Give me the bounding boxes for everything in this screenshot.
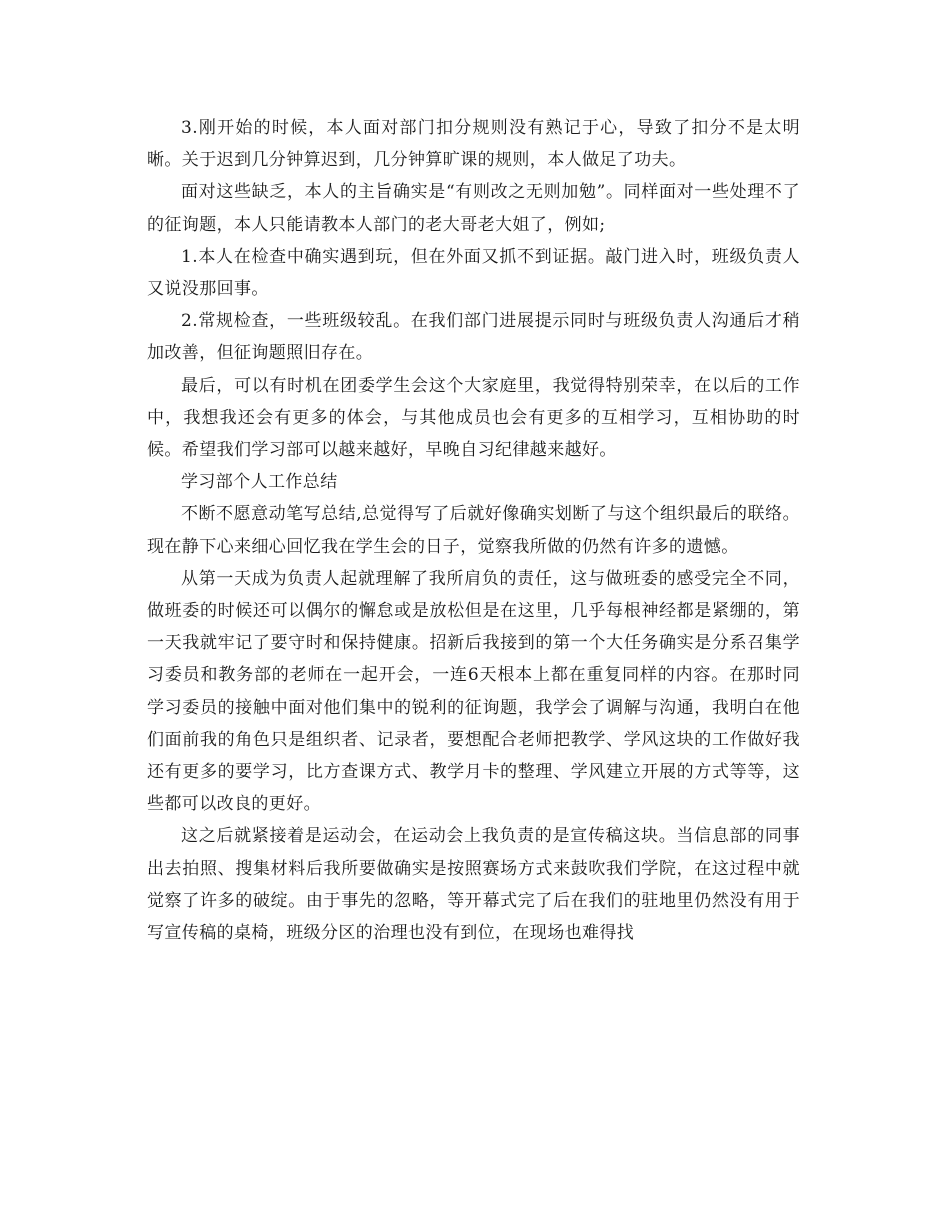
paragraph-conclusion: 最后，可以有时机在团委学生会这个大家庭里，我觉得特别荣幸，在以后的工作中，我想我还会有更多的体会，与其他成员也会有更多的互相学习，互相协助的时候。希望我们学习部可以越来越好，早晚自习纪律越来越好。 [147,375,800,461]
paragraph-deduction-rules: 3.刚开始的时候，本人面对部门扣分规则没有熟记于心，导致了扣分不是太明晰。关于迟到几分钟算迟到，几分钟算旷课的规则，本人做足了功夫。 [147,118,800,171]
paragraph-intro: 不断不愿意动笔写总结,总觉得写了后就好像确实划断了与这个组织最后的联络。现在静下心来细心回忆我在学生会的日子，觉察我所做的仍然有许多的遗憾。 [147,504,800,557]
paragraph-example-2: 2.常规检查，一些班级较乱。在我们部门进展提示同时与班级负责人沟通后才稍加改善，但征询题照旧存在。 [147,311,800,364]
paragraph-shortcomings: 面对这些缺乏，本人的主旨确实是“有则改之无则加勉”。同样面对一些处理不了的征询题，本人只能请教本人部门的老大哥老大姐了，例如; [147,182,800,235]
paragraph-sports-meet: 这之后就紧接着是运动会，在运动会上我负责的是宣传稿这块。当信息部的同事出去拍照、搜集材料后我所要做确实是按照赛场方式来鼓吹我们学院，在这过程中就觉察了许多的破绽。由于事先的忽略，等开幕式完了后在我们的驻地里仍然没有用于写宣传稿的桌椅，班级分区的治理也没有到位，在现场也难得找 [147,826,800,944]
section-heading: 学习部个人工作总结 [181,472,338,493]
paragraph-responsibility: 从第一天成为负责人起就理解了我所肩负的责任，这与做班委的感受完全不同，做班委的时候还可以偶尔的懈怠或是放松但是在这里，几乎每根神经都是紧绷的，第一天我就牢记了要守时和保持健康。招新后我接到的第一个大任务确实是分系召集学习委员和教务部的老师在一起开会，一连6天根本上都在重复同样的内容。在那时同学习委员的接触中面对他们集中的锐利的征询题，我学会了调解与沟通，我明白在他们面前我的角色只是组织者、记录者，要想配合老师把教学、学风这块的工作做好我还有更多的要学习，比方查课方式、教学月卡的整理、学风建立开展的方式等等，这些都可以改良的更好。 [147,568,800,815]
paragraph-example-1: 1.本人在检查中确实遇到玩，但在外面又抓不到证据。敲门进入时，班级负责人又说没那回事。 [147,246,800,300]
